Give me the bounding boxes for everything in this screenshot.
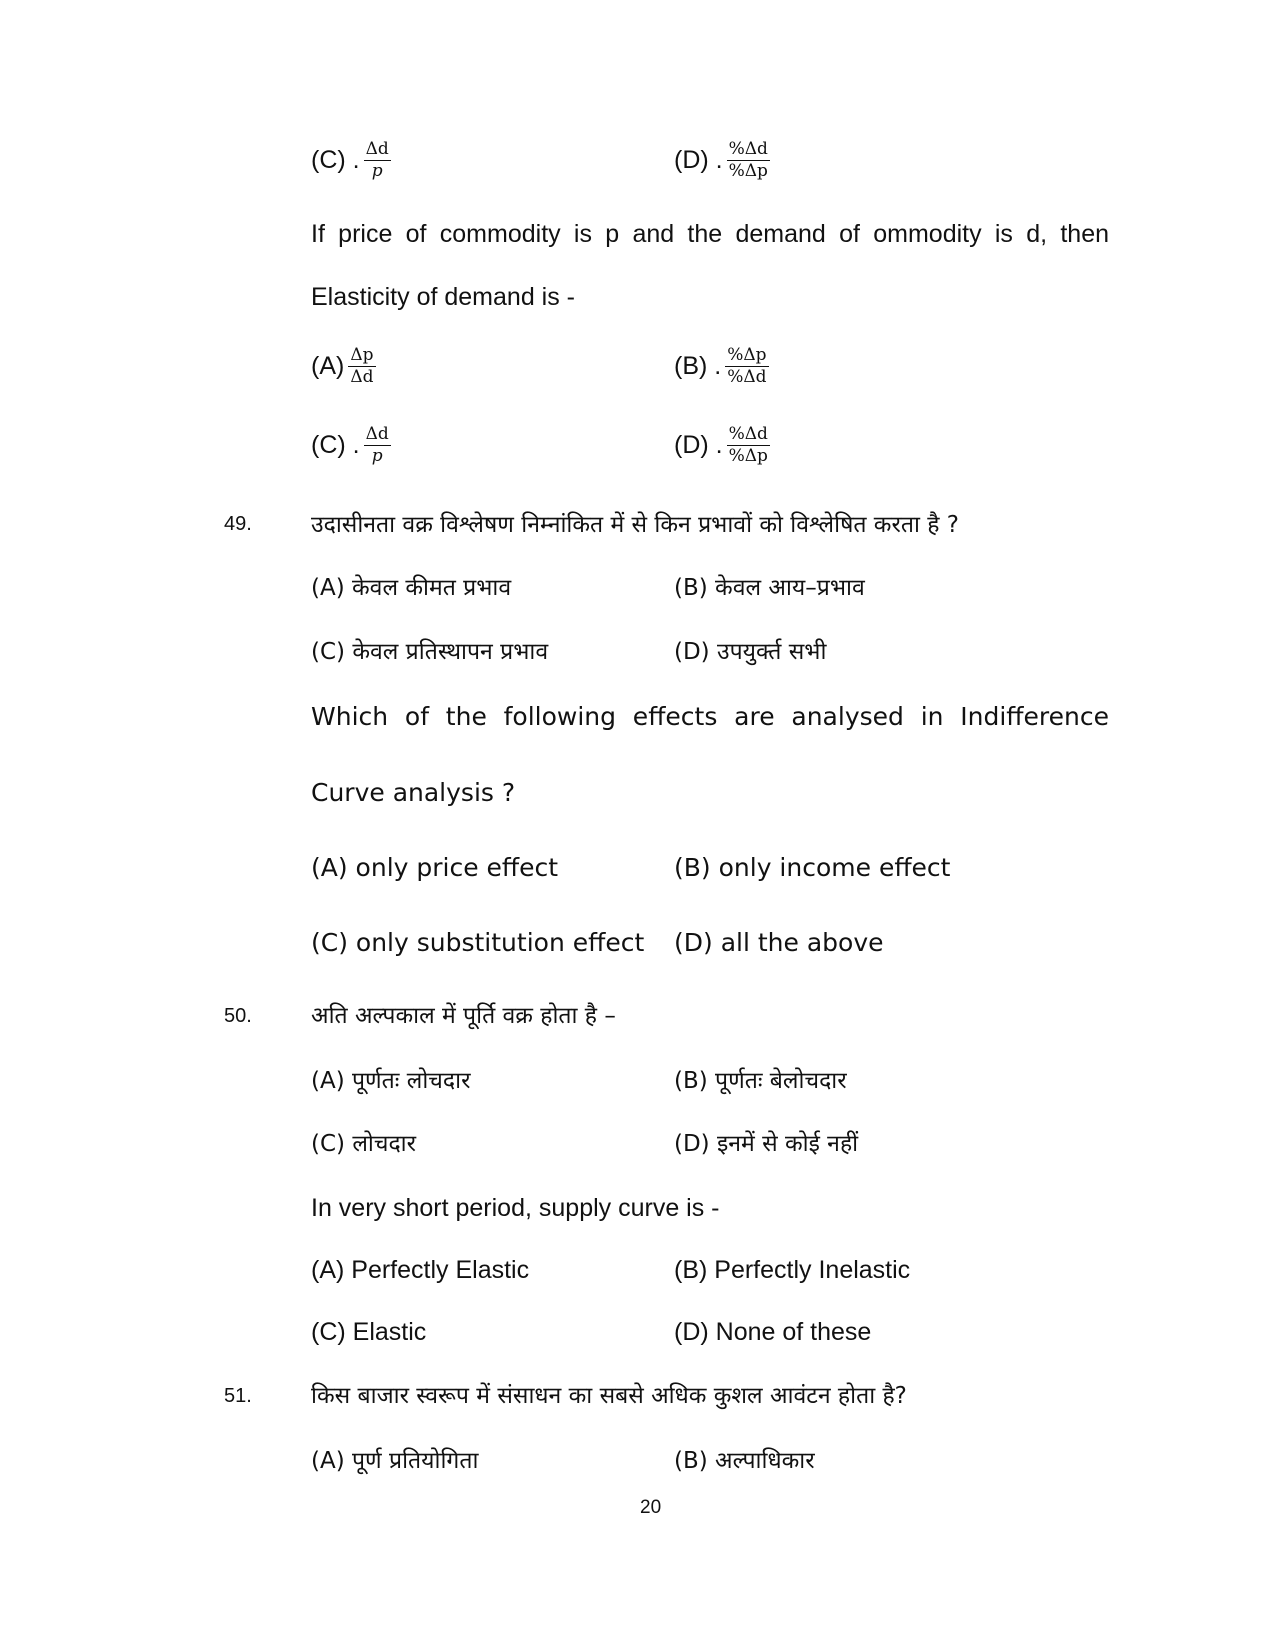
numerator: Δp [350,345,374,365]
option-label: (C) . [311,145,360,174]
option-c-hindi: (C) केवल प्रतिस्थापन प्रभाव [311,639,549,665]
option-a-english: (A) only price effect [311,853,559,882]
numerator: Δd [365,139,389,159]
question-text-english: If price of commodity is p and the demand of ommodity is d, then [311,220,1109,248]
question-number: 49. [224,513,252,535]
question-text-hindi: किस बाजार स्वरूप में संसाधन का सबसे अधिक कुशल आवंटन होता है? [311,1383,907,1409]
option-label: (B) . [674,351,722,380]
denominator: %Δd [727,366,767,387]
question-text-english: Which of the following effects are analysed in Indifference [311,702,1109,731]
option-label: (D) . [674,430,723,459]
denominator: p [371,160,383,181]
option-label: (C) . [311,430,360,459]
option-d-hindi: (D) इनमें से कोई नहीं [674,1131,859,1157]
option-d-fraction [674,140,770,180]
fraction [725,346,768,386]
fraction [727,425,770,465]
numerator: %Δp [727,345,767,365]
option-c-hindi: (C) लोचदार [311,1131,417,1157]
option-a-hindi: (A) केवल कीमत प्रभाव [311,575,512,601]
option-d-english: (D) all the above [674,928,884,957]
option-d-fraction [674,425,770,465]
option-b-english: (B) Perfectly Inelastic [674,1256,911,1284]
fraction [348,346,375,386]
option-a-english: (A) Perfectly Elastic [311,1256,530,1284]
denominator: %Δp [728,445,768,466]
question-number: 51. [224,1385,252,1407]
question-text-english-cont: Curve analysis ? [311,778,516,807]
option-d-hindi: (D) उपयुर्क्त सभी [674,639,827,665]
option-label: (D) . [674,145,723,174]
option-b-hindi: (B) अल्पाधिकार [674,1448,815,1474]
numerator: %Δd [728,424,768,444]
page-number: 20 [640,1497,662,1518]
question-text-english-cont: Elasticity of demand is - [311,283,575,311]
option-c-fraction [311,425,391,465]
option-a-hindi: (A) पूर्णतः लोचदार [311,1068,471,1094]
option-label: (A) [311,351,345,380]
option-d-english: (D) None of these [674,1318,872,1346]
fraction [364,425,391,465]
denominator: Δd [350,366,374,387]
option-a-hindi: (A) पूर्ण प्रतियोगिता [311,1448,479,1474]
option-b-hindi: (B) केवल आय–प्रभाव [674,575,865,601]
fraction [727,140,770,180]
numerator: Δd [365,424,389,444]
question-text-hindi: उदासीनता वक्र विश्लेषण निम्नांकित में से किन प्रभावों को विश्लेषित करता है ? [311,512,959,538]
denominator: %Δp [728,160,768,181]
question-text-english: In very short period, supply curve is - [311,1194,720,1222]
option-b-hindi: (B) पूर्णतः बेलोचदार [674,1068,847,1094]
fraction [364,140,391,180]
denominator: p [371,445,383,466]
option-c-fraction [311,140,391,180]
numerator: %Δd [728,139,768,159]
option-c-english: (C) Elastic [311,1318,427,1346]
option-a-fraction [311,346,376,386]
option-b-english: (B) only income effect [674,853,951,882]
option-c-english: (C) only substitution effect [311,928,645,957]
question-text-hindi: अति अल्पकाल में पूर्ति वक्र होता है – [311,1003,616,1029]
option-b-fraction [674,346,769,386]
question-number: 50. [224,1005,252,1027]
